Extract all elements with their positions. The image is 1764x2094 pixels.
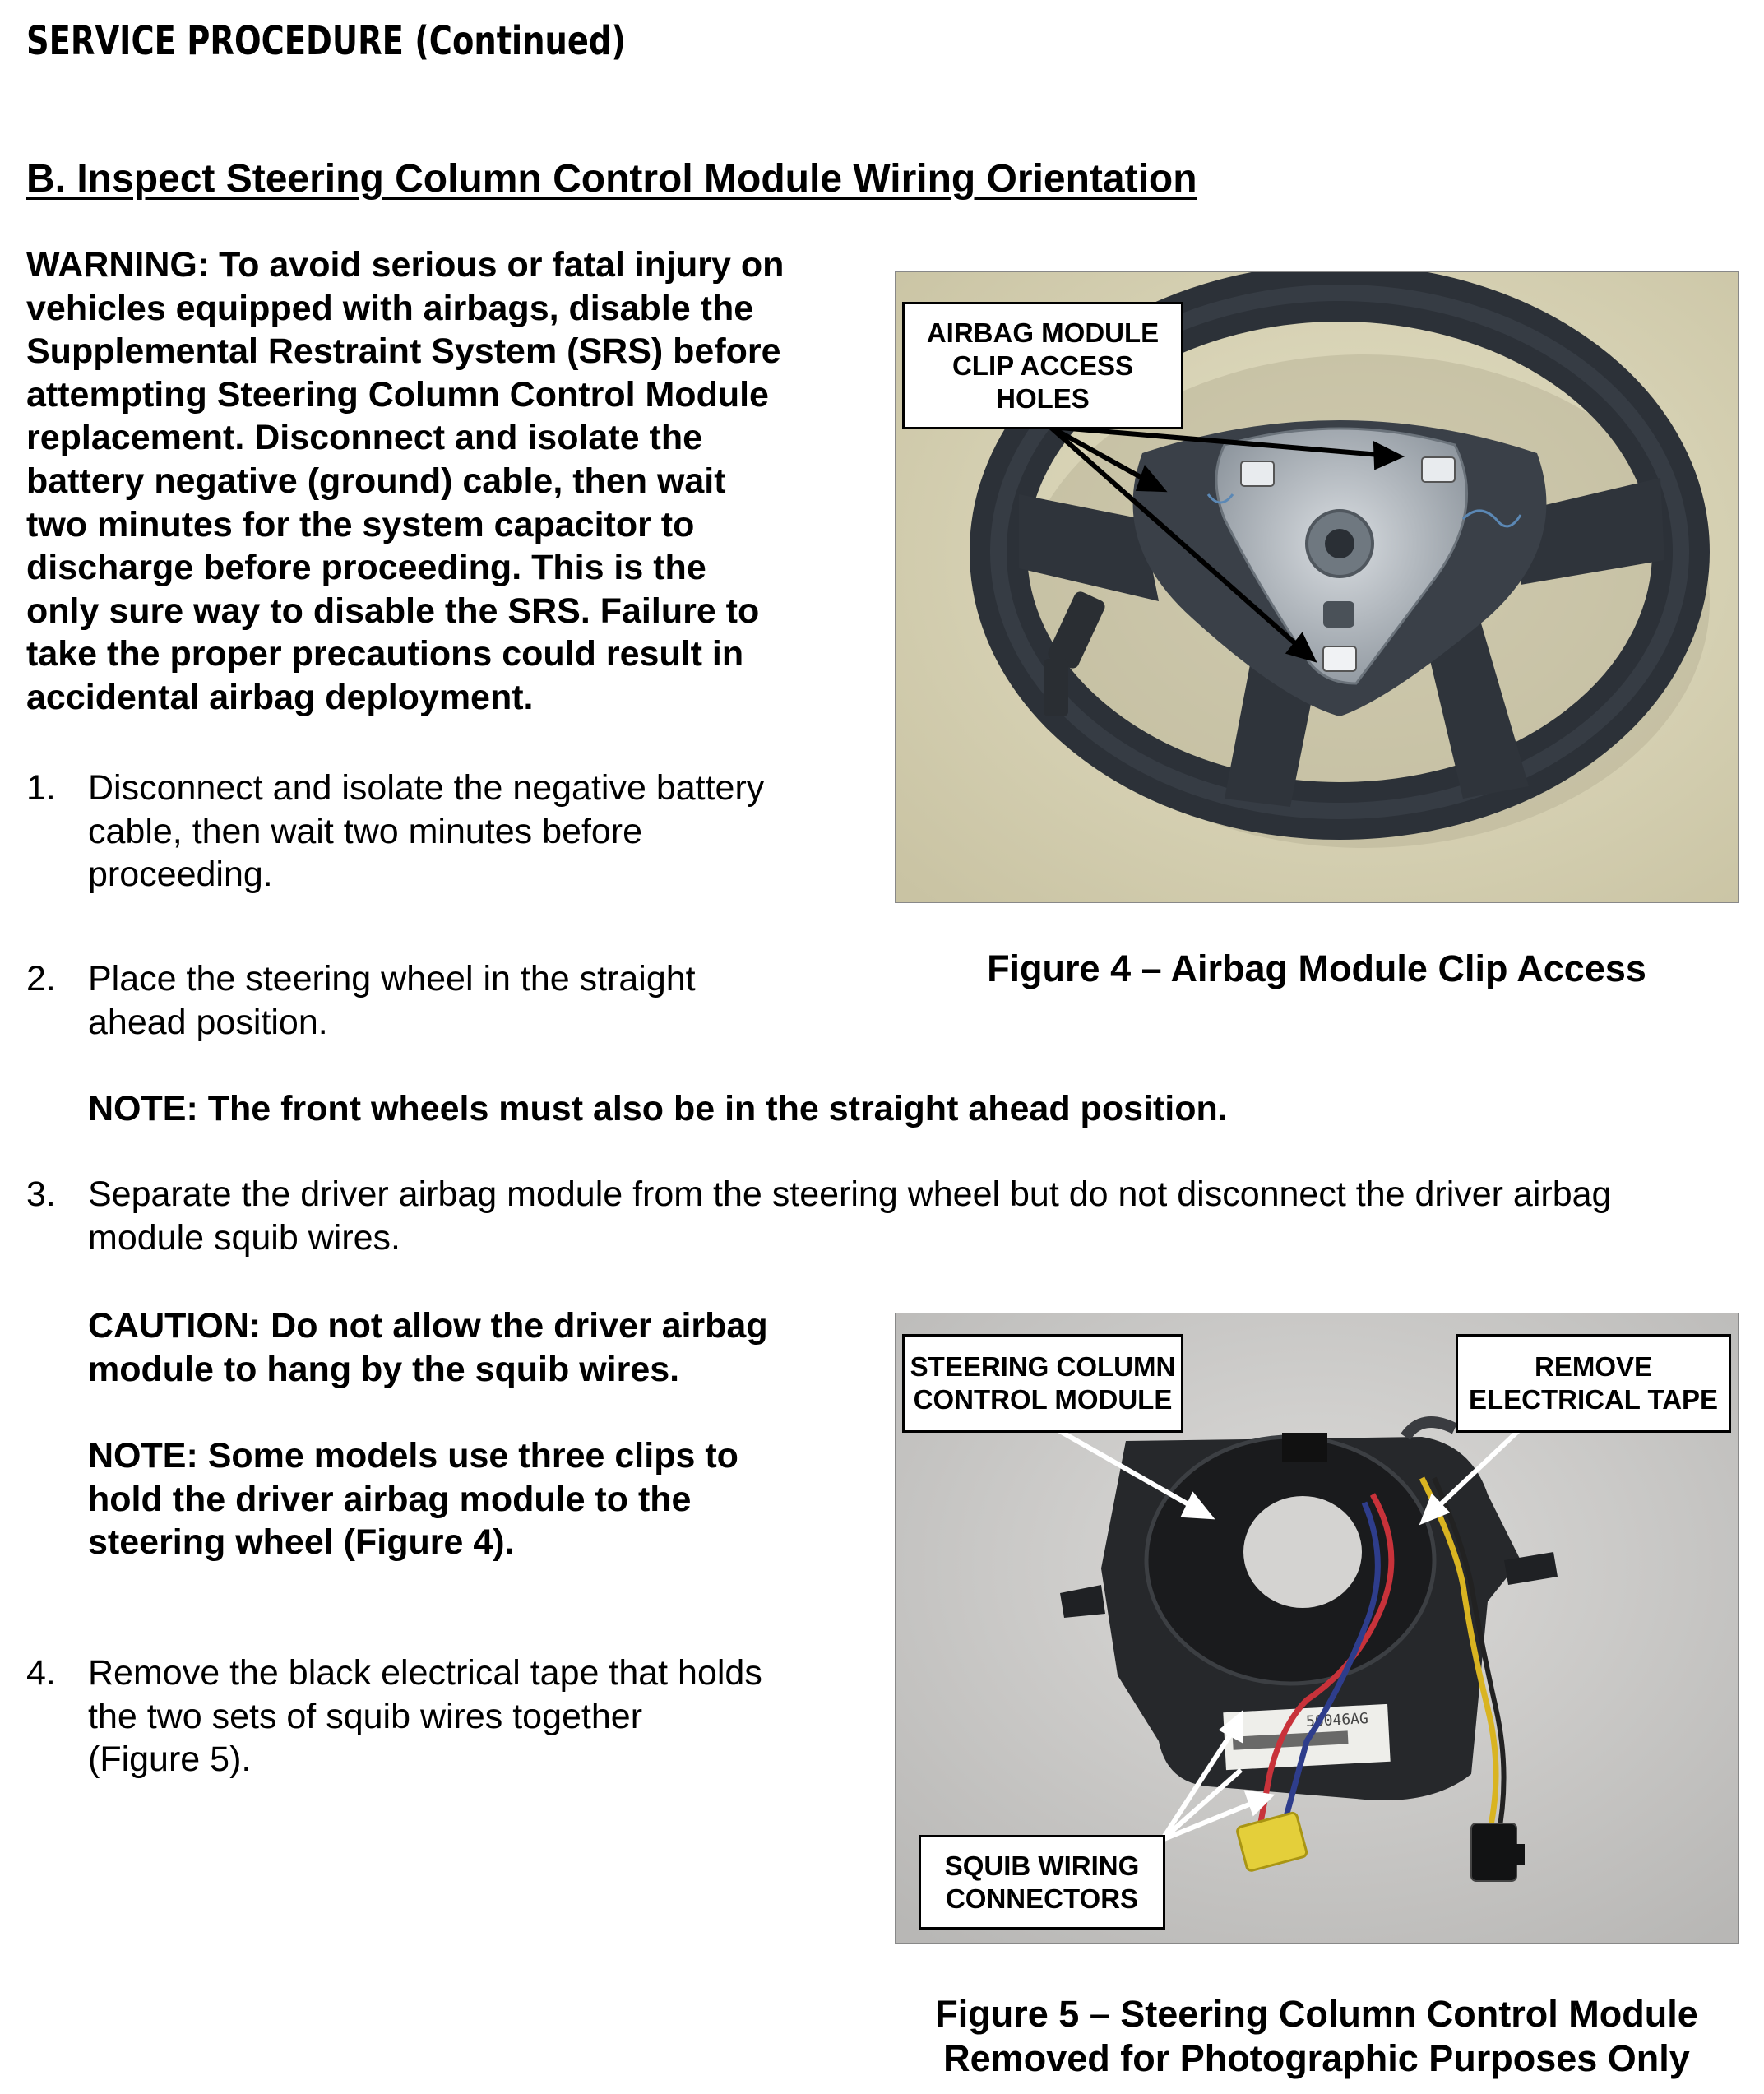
warning-line: take the proper precautions could result in bbox=[26, 634, 744, 674]
module-label-code: 56046AG bbox=[1305, 1710, 1369, 1731]
callout-airbag-clip-holes bbox=[902, 302, 1183, 429]
figure-5-photo bbox=[895, 1313, 1739, 1944]
callout-line: SQUIB WIRING bbox=[944, 1850, 1140, 1881]
warning-line: attempting Steering Column Control Module bbox=[26, 374, 769, 415]
step-3-text bbox=[88, 1173, 1757, 1259]
warning-line: two minutes for the system capacitor to bbox=[26, 504, 695, 544]
caption-line: Figure 5 – Steering Column Control Module bbox=[935, 1993, 1698, 2035]
warning-line: only sure way to disable the SRS. Failure to bbox=[26, 591, 760, 631]
step-line: Separate the driver airbag module from the steering wheel but do not disconnect the driver airbag bbox=[88, 1174, 1612, 1214]
warning-text bbox=[26, 243, 857, 720]
warning-line: accidental airbag deployment. bbox=[26, 677, 534, 717]
step-line: module squib wires. bbox=[88, 1217, 401, 1258]
figure-4-caption: Figure 4 – Airbag Module Clip Access bbox=[987, 947, 1646, 989]
page-title: SERVICE PROCEDURE (Continued) bbox=[26, 18, 626, 64]
step-4-number: 4. bbox=[26, 1653, 56, 1693]
step-line: (Figure 5). bbox=[88, 1740, 252, 1780]
step-1-number: 1. bbox=[26, 768, 56, 808]
warning-line: WARNING: To avoid serious or fatal injury on bbox=[26, 245, 785, 285]
note-line: hold the driver airbag module to the bbox=[88, 1479, 692, 1519]
callout-steering-column-module bbox=[902, 1334, 1183, 1433]
step-3-number: 3. bbox=[26, 1174, 56, 1214]
step-1-text bbox=[88, 767, 877, 896]
callout-line: AIRBAG MODULE bbox=[926, 317, 1160, 348]
callout-squib-wiring-connectors bbox=[919, 1835, 1165, 1930]
caution-text bbox=[88, 1304, 877, 1391]
callout-remove-electrical-tape bbox=[1456, 1334, 1731, 1433]
step-2-number: 2. bbox=[26, 959, 56, 998]
step-line: the two sets of squib wires together bbox=[88, 1696, 643, 1736]
note-front-wheels: NOTE: The front wheels must also be in the straight ahead position. bbox=[88, 1089, 1228, 1128]
note-line: steering wheel (Figure 4). bbox=[88, 1522, 515, 1563]
warning-line: Supplemental Restraint System (SRS) before bbox=[26, 331, 781, 372]
step-line: proceeding. bbox=[88, 855, 273, 895]
callout-line: HOLES bbox=[996, 382, 1090, 414]
step-4-text bbox=[88, 1652, 877, 1781]
caution-line: module to hang by the squib wires. bbox=[88, 1349, 680, 1389]
step-line: Disconnect and isolate the negative battery bbox=[88, 768, 765, 808]
step-line: ahead position. bbox=[88, 1002, 328, 1042]
step-line: Place the steering wheel in the straight bbox=[88, 959, 696, 998]
caption-line: Removed for Photographic Purposes Only bbox=[943, 2037, 1690, 2079]
warning-line: replacement. Disconnect and isolate the bbox=[26, 418, 703, 458]
warning-line: vehicles equipped with airbags, disable the bbox=[26, 288, 754, 328]
caution-line: CAUTION: Do not allow the driver airbag bbox=[88, 1306, 768, 1346]
note-clips bbox=[88, 1434, 877, 1564]
callout-line: CONTROL MODULE bbox=[913, 1384, 1173, 1415]
warning-line: battery negative (ground) cable, then wait bbox=[26, 461, 726, 501]
step-line: cable, then wait two minutes before bbox=[88, 811, 643, 851]
warning-line: discharge before proceeding. This is the bbox=[26, 548, 706, 588]
section-heading: B. Inspect Steering Column Control Module Wiring Orientation bbox=[26, 157, 1197, 201]
step-2-text bbox=[88, 957, 877, 1044]
figure-4-photo bbox=[895, 271, 1739, 903]
figure-5-caption bbox=[895, 1992, 1739, 2081]
callout-line: CLIP ACCESS bbox=[951, 350, 1134, 381]
callout-line: REMOVE bbox=[1534, 1351, 1653, 1382]
callout-line: STEERING COLUMN bbox=[910, 1351, 1176, 1382]
note-line: NOTE: Some models use three clips to bbox=[88, 1436, 738, 1476]
callout-line: ELECTRICAL TAPE bbox=[1468, 1384, 1719, 1415]
callout-line: CONNECTORS bbox=[945, 1883, 1139, 1914]
step-line: Remove the black electrical tape that holds bbox=[88, 1653, 762, 1693]
